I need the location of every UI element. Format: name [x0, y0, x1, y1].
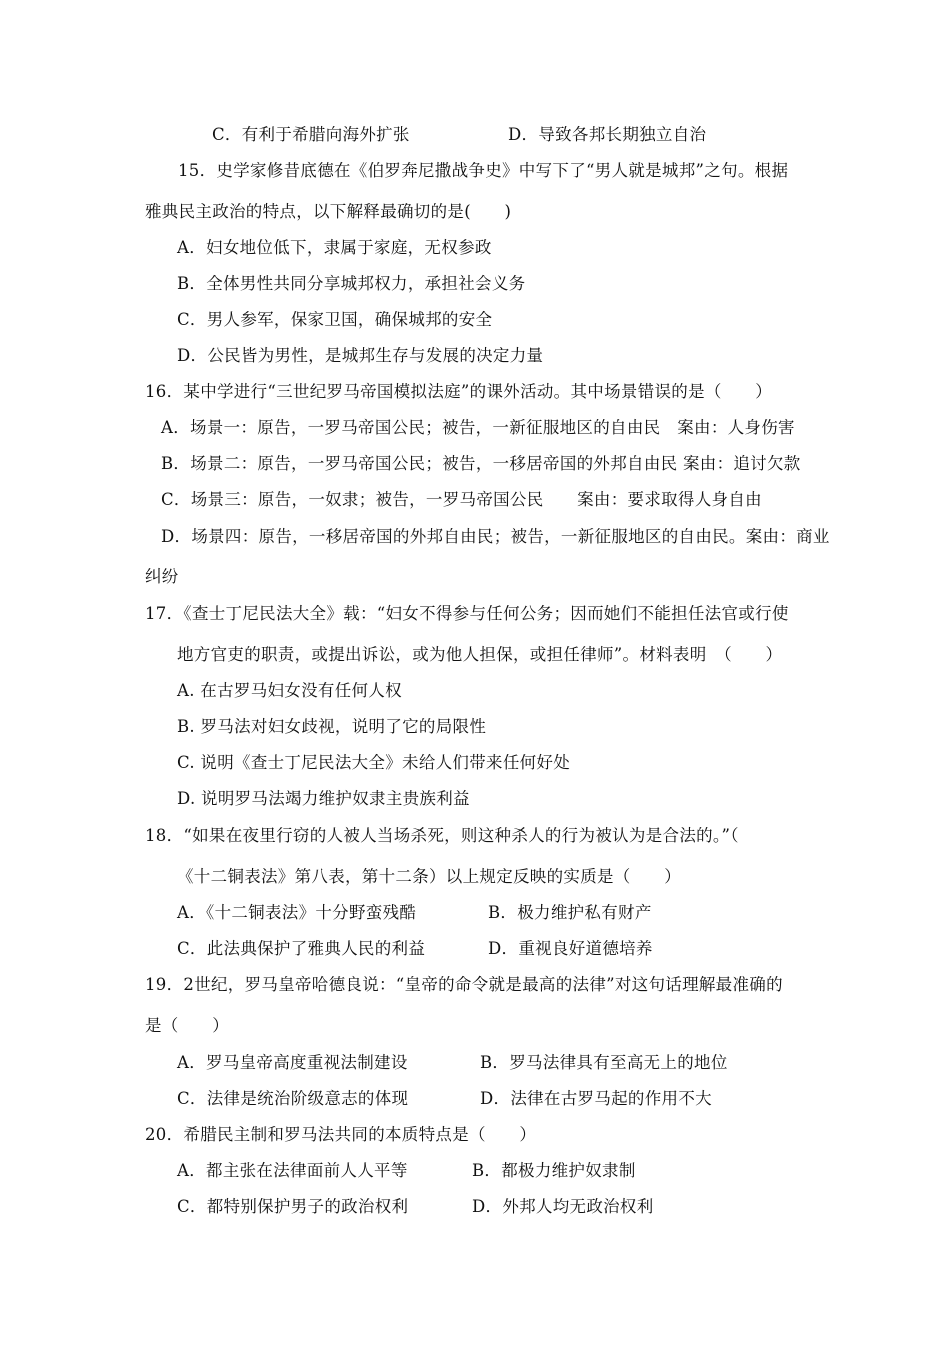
q15-option-d: D．公民皆为男性，是城邦生存与发展的决定力量: [177, 346, 544, 365]
q19-stem-line1: 19．2世纪，罗马皇帝哈德良说：“皇帝的命令就是最高的法律”对这句话理解最准确的: [145, 975, 783, 994]
q19-option-a: A．罗马皇帝高度重视法制建设: [177, 1053, 408, 1072]
q18-stem-line1: 18．“如果在夜里行窃的人被人当场杀死，则这种杀人的行为被认为是合法的。”（: [145, 826, 739, 845]
q19-stem-line2: 是（ ）: [145, 1016, 229, 1035]
q16-option-d-line2: 纠纷: [145, 567, 179, 586]
q17-option-a: A. 在古罗马妇女没有任何人权: [177, 681, 402, 700]
q19-option-c: C．法律是统治阶级意志的体现: [177, 1089, 409, 1108]
q16-stem: 16．某中学进行“三世纪罗马帝国模拟法庭”的课外活动。其中场景错误的是（ ）: [145, 382, 773, 401]
q18-stem-line2: 《十二铜表法》第八表，第十二条）以上规定反映的实质是（ ）: [177, 867, 681, 886]
q19-option-d: D．法律在古罗马起的作用不大: [480, 1089, 712, 1108]
q18-option-d: D．重视良好道德培养: [488, 939, 653, 958]
q18-option-b: B．极力维护私有财产: [488, 903, 652, 922]
q14-option-c: C．有利于希腊向海外扩张: [212, 125, 410, 144]
q15-option-b: B．全体男性共同分享城邦权力，承担社会义务: [177, 274, 526, 293]
q20-stem: 20．希腊民主制和罗马法共同的本质特点是（ ）: [145, 1125, 537, 1144]
q20-option-d: D．外邦人均无政治权利: [472, 1197, 654, 1216]
q16-option-d-line1: D．场景四：原告，一移居帝国的外邦自由民；被告，一新征服地区的自由民。案由：商业: [161, 527, 830, 546]
q16-option-a: A．场景一：原告，一罗马帝国公民；被告，一新征服地区的自由民 案由：人身伤害: [161, 418, 795, 437]
q17-stem-line2: 地方官吏的职责，或提出诉讼，或为他人担保，或担任律师”。材料表明 （ ）: [177, 645, 783, 664]
q20-option-c: C．都特别保护男子的政治权利: [177, 1197, 409, 1216]
q16-option-c: C．场景三：原告，一奴隶；被告，一罗马帝国公民 案由：要求取得人身自由: [161, 490, 762, 509]
q19-option-b: B．罗马法律具有至高无上的地位: [480, 1053, 728, 1072]
q17-option-d: D. 说明罗马法竭力维护奴隶主贵族利益: [177, 789, 470, 808]
q18-option-c: C．此法典保护了雅典人民的利益: [177, 939, 426, 958]
q15-option-a: A．妇女地位低下，隶属于家庭，无权参政: [177, 238, 492, 257]
q20-option-b: B．都极力维护奴隶制: [472, 1161, 636, 1180]
q16-option-b: B．场景二：原告，一罗马帝国公民；被告，一移居帝国的外邦自由民 案由：追讨欠款: [161, 454, 801, 473]
q17-stem-line1: 17．《查士丁尼民法大全》载：“妇女不得参与任何公务；因而她们不能担任法官或行使: [145, 604, 789, 623]
q17-option-c: C. 说明《查士丁尼民法大全》未给人们带来任何好处: [177, 753, 571, 772]
q14-option-d: D．导致各邦长期独立自治: [508, 125, 707, 144]
q20-option-a: A．都主张在法律面前人人平等: [177, 1161, 408, 1180]
q15-stem-line1: 15．史学家修昔底德在《伯罗奔尼撒战争史》中写下了“男人就是城邦”之句。根据: [178, 161, 789, 180]
q17-option-b: B. 罗马法对妇女歧视，说明了它的局限性: [177, 717, 487, 736]
q15-option-c: C．男人参军，保家卫国，确保城邦的安全: [177, 310, 493, 329]
q15-stem-line2: 雅典民主政治的特点，以下解释最确切的是( ): [145, 202, 512, 221]
q18-option-a: A．《十二铜表法》十分野蛮残酷: [177, 903, 417, 922]
